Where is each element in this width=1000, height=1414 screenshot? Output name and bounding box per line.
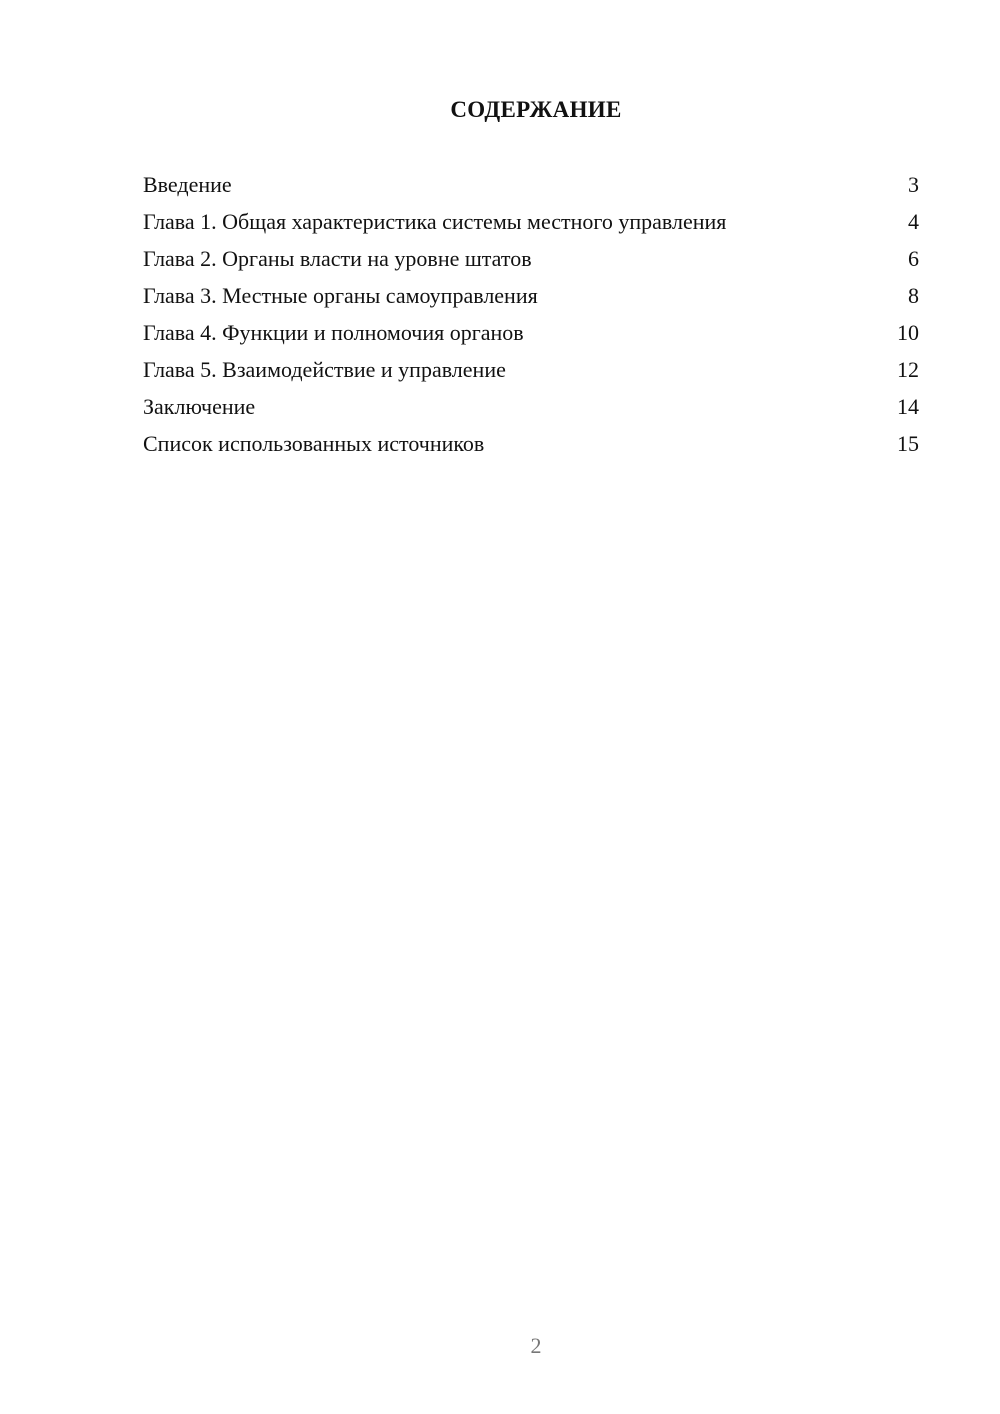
toc-entry-label: Список использованных источников <box>143 431 485 456</box>
toc-entry-label: Заключение <box>143 394 256 419</box>
toc-entry-chapter-1 <box>143 205 919 242</box>
toc-entry-label: Глава 2. Органы власти на уровне штатов <box>143 246 532 271</box>
toc-entry-introduction <box>143 168 919 205</box>
toc-entry-page: 15 <box>897 431 919 456</box>
toc-entry-page: 14 <box>897 394 919 419</box>
toc-entry-page: 4 <box>908 209 919 234</box>
toc-entry-page: 12 <box>897 357 919 382</box>
toc-entry-label: Введение <box>143 172 232 197</box>
toc-entry-page: 6 <box>908 246 919 271</box>
page-number: 2 <box>530 1333 542 1358</box>
toc-entry-label: Глава 5. Взаимодействие и управление <box>143 357 506 382</box>
toc-entry-page: 3 <box>908 172 919 197</box>
table-of-contents <box>143 168 919 464</box>
toc-entry-chapter-3 <box>143 279 919 316</box>
toc-entry-label: Глава 3. Местные органы самоуправления <box>143 283 538 308</box>
page-title: СОДЕРЖАНИЕ <box>450 97 622 122</box>
toc-entry-chapter-4 <box>143 316 919 353</box>
toc-entry-page: 10 <box>897 320 919 345</box>
toc-entry-references <box>143 427 919 464</box>
toc-entry-chapter-2 <box>143 242 919 279</box>
toc-entry-label: Глава 4. Функции и полномочия органов <box>143 320 524 345</box>
toc-entry-chapter-5 <box>143 353 919 390</box>
toc-entry-conclusion <box>143 390 919 427</box>
toc-entry-label: Глава 1. Общая характеристика системы местного управления <box>143 209 727 234</box>
toc-entry-page: 8 <box>908 283 919 308</box>
